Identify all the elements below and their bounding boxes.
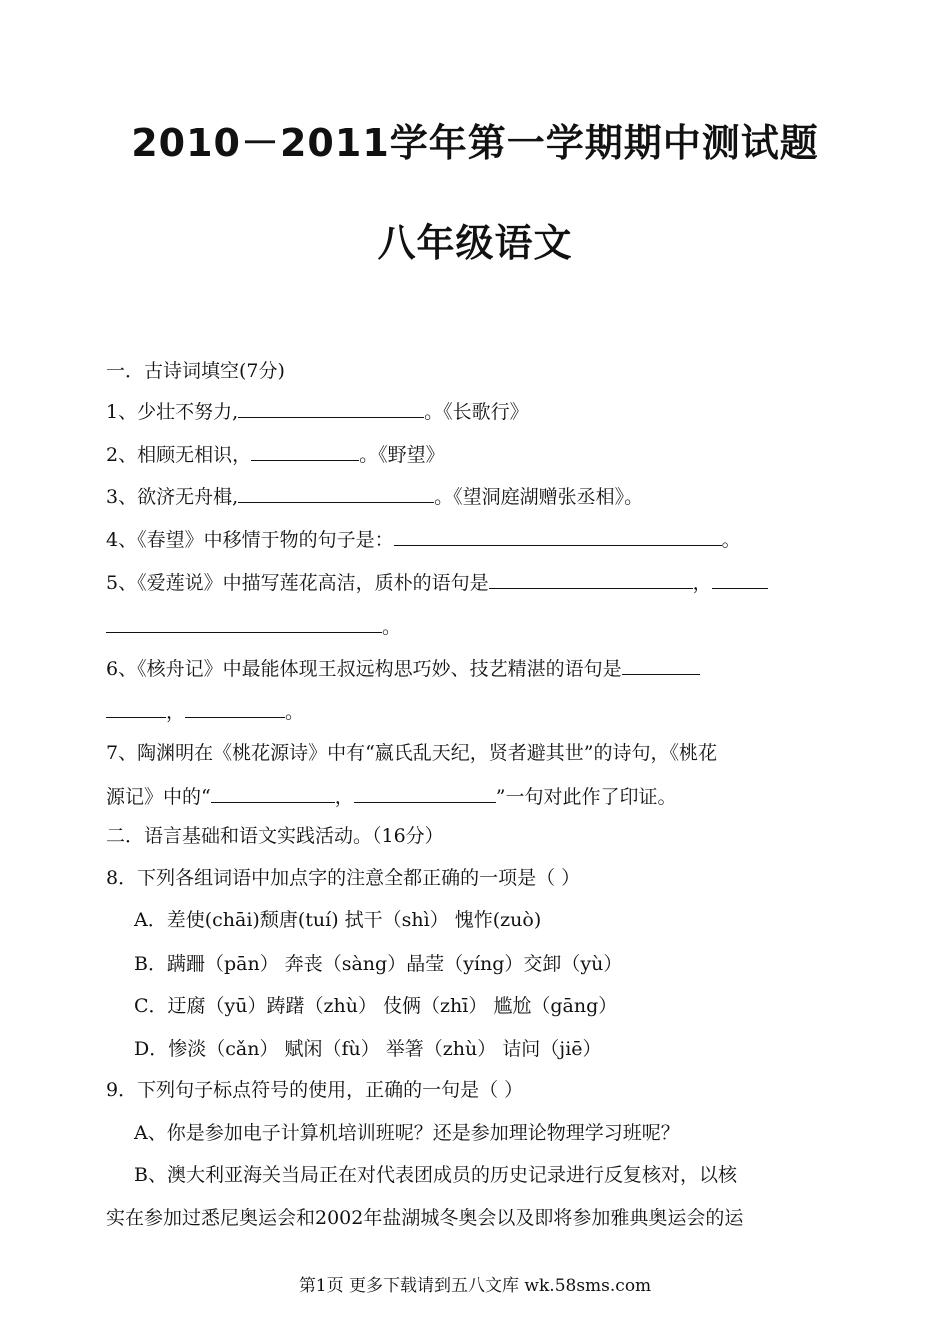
section-2-heading: 二．语言基础和语文实践活动。（16分）: [106, 825, 444, 847]
question-1: [106, 397, 850, 426]
question-7-end: ”一句对此作了印证。: [495, 786, 677, 808]
page-footer: 第1页 更多下载请到五八文库 wk.58sms.com: [298, 1276, 652, 1296]
question-1-source: 。《长歌行》: [424, 401, 529, 423]
answer-blank[interactable]: [185, 697, 285, 718]
page-subtitle: 八年级语文: [377, 221, 573, 265]
question-9-option-a: A、你是参加电子计算机培训班呢？还是参加理论物理学习班呢？: [134, 1122, 680, 1144]
question-4: [106, 525, 850, 554]
question-7-line-1: 7、陶渊明在《桃花源诗》中有“嬴氏乱天纪，贤者避其世”的诗句，《桃花: [106, 742, 718, 764]
question-2: [106, 440, 850, 469]
question-6-continued: [106, 697, 850, 726]
answer-blank[interactable]: [211, 782, 335, 803]
question-6-text: 6、《核舟记》中最能体现王叔远构思巧妙、技艺精湛的语句是: [106, 658, 622, 680]
answer-blank[interactable]: [106, 697, 166, 718]
question-5-continued: [106, 612, 850, 641]
question-8-option-d: D．惨淡（cǎn） 赋闲（fù） 举箸（zhù） 诘问（jiē）: [134, 1038, 602, 1060]
answer-blank[interactable]: [238, 482, 434, 503]
question-8-option-b: B．蹒跚（pān） 奔丧（sàng）晶莹（yíng）交卸（yù）: [134, 953, 623, 975]
question-9-option-b-continued: 实在参加过悉尼奥运会和2002年盐湖城冬奥会以及即将参加雅典奥运会的运: [106, 1207, 744, 1229]
section-1-heading: 一．古诗词填空(7分): [106, 360, 285, 382]
question-6-end: 。: [285, 701, 305, 723]
question-9-option-b: B、澳大利亚海关当局正在对代表团成员的历史记录进行反复核对，以核: [134, 1164, 737, 1186]
question-8-option-a: A．差使(chāi)颓唐(tuí) 拭干（shì） 愧怍(zuò): [134, 909, 542, 931]
question-5: [106, 568, 850, 597]
question-6: [106, 654, 850, 683]
question-3: [106, 482, 850, 511]
answer-blank[interactable]: [354, 782, 496, 803]
question-7-line-2: [106, 782, 850, 811]
question-6-comma: ，: [166, 701, 186, 723]
question-4-end: 。: [721, 529, 741, 551]
question-7-text: 源记》中的“: [106, 786, 211, 808]
answer-blank[interactable]: [106, 612, 382, 633]
question-2-text: 2、相顾无相识，: [106, 444, 252, 466]
answer-blank[interactable]: [622, 654, 700, 675]
question-1-text: 1、少壮不努力,: [106, 401, 239, 423]
question-4-text: 4、《春望》中移情于物的句子是：: [106, 529, 394, 551]
answer-blank[interactable]: [251, 440, 359, 461]
question-8-stem: 8．下列各组词语中加点字的注意全都正确的一项是（ ）: [106, 867, 581, 889]
question-5-end: 。: [382, 616, 402, 638]
question-3-source: 。《望洞庭湖赠张丞相》。: [434, 486, 644, 508]
answer-blank[interactable]: [394, 525, 722, 546]
question-3-text: 3、欲济无舟楫,: [106, 486, 239, 508]
question-5-text: 5、《爱莲说》中描写莲花高洁，质朴的语句是: [106, 572, 489, 594]
answer-blank[interactable]: [238, 397, 424, 418]
question-7-comma: ，: [334, 786, 354, 808]
answer-blank[interactable]: [712, 568, 768, 589]
question-8-option-c: C．迂腐（yū）踌躇（zhù） 伎俩（zhī） 尴尬（gāng）: [134, 995, 618, 1017]
answer-blank[interactable]: [489, 568, 693, 589]
question-5-comma: ，: [692, 572, 712, 594]
question-2-source: 。《野望》: [359, 444, 445, 466]
question-9-stem: 9．下列句子标点符号的使用，正确的一句是（ ）: [106, 1079, 524, 1101]
page-title: 2010－2011学年第一学期期中测试题: [131, 121, 819, 165]
